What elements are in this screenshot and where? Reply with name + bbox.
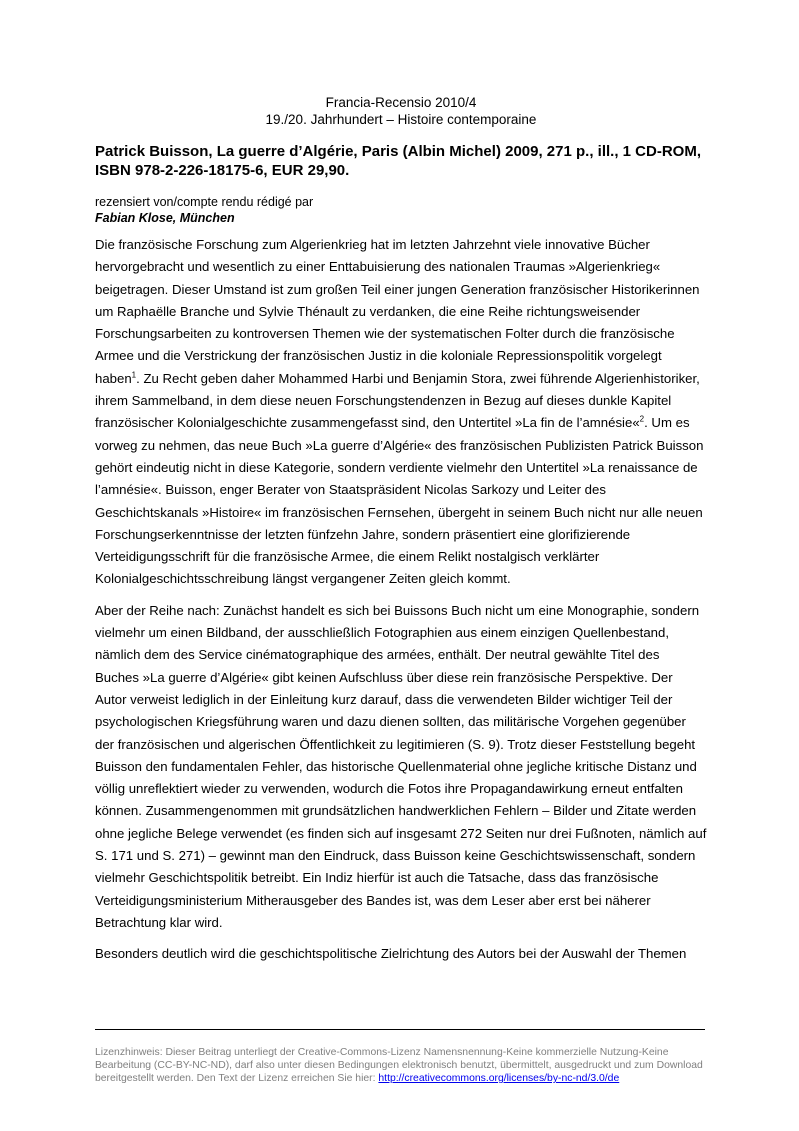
paragraph-1-text-b: . Zu Recht geben daher Mohammed Harbi und Benjamin Stora, zwei führende Algerienhistoriker, ihrem Sammelband, in dem diese neuen Forschungstendenzen in Bezug auf dieses dunkle Kapitel französischer Kolonialgeschichte zusammengefasst sind, den Untertitel »La fin de l’amnésie« (95, 370, 700, 431)
review-title: Patrick Buisson, La guerre d’Algérie, Paris (Albin Michel) 2009, 271 p., ill., 1 CD-ROM, ISBN 978-2-226-18175-6, EUR 29,90. (95, 143, 702, 179)
paragraph-2: Aber der Reihe nach: Zunächst handelt es sich bei Buissons Buch nicht um eine Monographie, sondern vielmehr um einen Bildband, der ausschließlich Fotographien aus einem einzigen Quellenbestand, nämlich dem des Service cinématographique des armées, enthält. Der neutral gewählte Titel des Buches »La guerre d’Algérie« gibt keinen Aufschluss über diese rein französische Perspektive. Der Autor verweist lediglich in der Einleitung kurz darauf, dass die verwendeten Bilder wichtiger Teil der psychologischen Kriegsführung waren und dazu dienen sollten, das militärische Vorgehen gegenüber der französischen und algerischen Öffentlichkeit zu legitimieren (S. 9). Trotz dieser Feststellung begeht Buisson den fundamentalen Fehler, das historische Quellenmaterial ohne jegliche kritische Distanz und völlig unreflektiert wieder zu verwenden, wodurch die Fotos ihre Propagandawirkung erneut entfalten können. Zusammengenommen mit grundsätzlichen handwerklichen Fehlern – Bilder und Zitate werden ohne jegliche Belege verwendet (es finden sich auf insgesamt 272 Seiten nur drei Fußnoten, nämlich auf S. 171 und S. 271) – gewinnt man den Eindruck, dass Buisson keine Geschichtswissenschaft, sondern vielmehr Geschichtspolitik betreibt. Ein Indiz hierfür ist auch die Tatsache, dass das französische Verteidigungsministerium Mitherausgeber des Bandes ist, was dem Leser aber erst bei näherer Betrachtung klar wird. (95, 602, 707, 930)
paragraph-1-text-c: . Um es vorweg zu nehmen, das neue Buch »La guerre d’Algérie« des französischen Publizisten Patrick Buisson gehört eindeutig nicht in diese Kategorie, sondern verdiente vielmehr den Untertitel »La renaissance de l’amnésie«. Buisson, enger Berater von Staatspräsident Nicolas Sarkozy und Leiter des Geschichtskanals »Histoire« im französischen Fernsehen, übergeht in seinem Buch nicht nur alle neuen Forschungserkenntnisse der letzten fünfzehn Jahre, sondern präsentiert eine glorifizierende Verteidigungsschrift für die französische Armee, die einem Relikt nostalgisch verklärter Kolonialgeschichtsschreibung längst vergangener Zeiten gleich kommt. (95, 415, 704, 587)
paragraph-1 (95, 234, 707, 591)
license-link[interactable]: http://creativecommons.org/licenses/by-nc-nd/3.0/de (378, 1073, 620, 1084)
footnote-ref-1[interactable]: 1 (131, 370, 137, 380)
footer-divider (95, 1029, 705, 1030)
footnote-ref-2[interactable]: 2 (639, 414, 645, 424)
paragraph-1-text-a: Die französische Forschung zum Algerienkrieg hat im letzten Jahrzehnt viele innovative Bücher hervorgebracht und wesentlich zu einer Enttabuisierung des nationalen Traumas »Algerienkrieg« beigetragen. Dieser Umstand ist zum großen Teil einer jungen Generation französischer Historikerinnen um Raphaëlle Branche und Sylvie Thénault zu verdanken, die eine Reihe richtungsweisender Forschungsarbeiten zu kontroversen Themen wie der systematischen Folter durch die französische Armee und die Verstrickung der französischen Justiz in die koloniale Repressionspolitik vorgelegt haben (95, 237, 700, 386)
reviewer-name: Fabian Klose, München (95, 211, 235, 225)
document-page (95, 94, 707, 966)
journal-issue: Francia-Recensio 2010/4 (325, 95, 477, 110)
journal-section: 19./20. Jahrhundert – Histoire contemporaine (265, 112, 537, 127)
document-header (95, 94, 707, 128)
license-text: Lizenzhinweis: Dieser Beitrag unterliegt der Creative-Commons-Lizenz Namensnennung-Keine kommerzielle Nutzung-Keine Bearbeitung (CC-BY-NC-ND), darf also unter diesen Bedingungen elektronisch benutzt, übermittelt, ausgedruckt und zum Download bereitgestellt werden. Den Text der Lizenz erreichen Sie hier: (95, 1047, 703, 1084)
reviewer-label: rezensiert von/compte rendu rédigé par (95, 195, 314, 209)
paragraph-3: Besonders deutlich wird die geschichtspolitische Zielrichtung des Autors bei der Auswahl der Themen (95, 946, 687, 962)
license-footer (95, 1046, 710, 1085)
reviewer-block (95, 194, 707, 226)
